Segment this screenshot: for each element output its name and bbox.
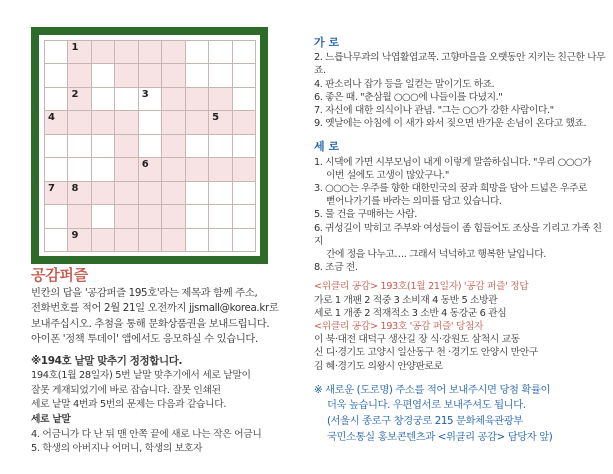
crossword-blank-cell <box>209 229 232 252</box>
clue-number: 9 <box>71 229 79 241</box>
across-title: 가 로 <box>314 36 340 49</box>
crossword-blank-cell <box>92 135 115 158</box>
crossword-blank-cell <box>233 41 256 64</box>
crossword-cell[interactable] <box>233 158 256 181</box>
crossword-blank-cell <box>209 205 232 228</box>
crossword-blank-cell <box>92 158 115 181</box>
clue-line: 뻗어나가기를 바라는 의미를 담고 있습니다. <box>326 196 502 208</box>
crossword-cell[interactable] <box>68 205 91 228</box>
crossword-blank-cell <box>186 182 209 205</box>
correction-clue: 4. 어금니가 다 난 뒤 맨 안쪽 끝에 새로 나는 작은 어금니 <box>31 428 262 440</box>
crossword-blank-cell <box>139 88 162 111</box>
clue-number: 2 <box>71 88 79 100</box>
correction-clue: 5. 학생의 아버지나 어머니, 학생의 보호자 <box>31 443 203 455</box>
winner-line: 이 북·대전 대덕구 생산길 장 식·강원도 삼척시 교동 <box>314 334 520 346</box>
crossword-blank-cell <box>186 229 209 252</box>
crossword-blank-cell <box>186 41 209 64</box>
crossword-blank-cell <box>233 229 256 252</box>
crossword-cell[interactable] <box>162 229 185 252</box>
crossword-blank-cell <box>115 88 138 111</box>
clue-line: 7. 자신에 대한 의식이나 관념. "그는 ○○가 강한 사람이다." <box>314 105 554 117</box>
intro-line: 전화번호를 적어 2월 21일 오전까지 jjsmall@korea.kr로 <box>31 302 279 315</box>
clue-line: 6. 귀성길이 막히고 주부와 여성들이 좀 힘들어도 조상을 기리고 가족 친지 <box>314 222 602 247</box>
crossword-cell[interactable] <box>115 229 138 252</box>
crossword-cell[interactable] <box>139 205 162 228</box>
notice-line: (서울시 종로구 창경궁로 215 문화체육관광부 <box>327 415 523 428</box>
winner-line: 김 혜·경기도 의왕시 안양판로로 <box>314 360 443 372</box>
crossword-blank-cell <box>233 182 256 205</box>
notice-line: ※ 새로운 (도로명) 주소를 적어 보내주시면 당첨 확률이 <box>314 383 551 396</box>
clue-line: 간에 정을 나누고…. 그래서 넉넉하고 행복한 날입니다. <box>326 249 546 261</box>
crossword-cell[interactable] <box>115 182 138 205</box>
crossword-cell[interactable] <box>45 182 68 205</box>
crossword-cell[interactable] <box>186 111 209 134</box>
crossword-cell[interactable] <box>68 64 91 87</box>
intro-line: 아이폰 '정책 투데이' 앱에서도 응모하실 수 있습니다. <box>31 332 258 345</box>
crossword-cell[interactable] <box>92 111 115 134</box>
crossword-blank-cell <box>92 64 115 87</box>
crossword-blank-cell <box>68 158 91 181</box>
crossword-blank-cell <box>92 88 115 111</box>
crossword-blank-cell <box>209 41 232 64</box>
clues-panel <box>314 36 606 445</box>
clue-line: 5. 물 건을 구매하는 사람. <box>314 209 417 221</box>
crossword-cell[interactable] <box>162 182 185 205</box>
crossword-blank-cell <box>68 135 91 158</box>
notice-line: 더욱 높습니다. 우편엽서로 보내주셔도 됩니다. <box>327 399 526 412</box>
crossword-cell[interactable] <box>186 158 209 181</box>
clue-line: 3. ○○○는 우주를 향한 대한민국의 꿈과 희망을 담아 드넓은 우주로 <box>314 183 588 195</box>
crossword-blank-cell <box>45 158 68 181</box>
crossword-cell[interactable] <box>68 88 91 111</box>
clue-number: 3 <box>141 88 149 100</box>
crossword-grid <box>44 40 256 252</box>
crossword-cell[interactable] <box>92 229 115 252</box>
crossword-cell[interactable] <box>209 88 232 111</box>
crossword-blank-cell <box>92 205 115 228</box>
intro-line: 보내주십시오. 추첨을 통해 문화상품권을 보내드립니다. <box>31 317 270 330</box>
across-clues <box>314 51 606 130</box>
clue-line: 8. 조금 전. <box>314 262 358 274</box>
crossword-cell[interactable] <box>139 182 162 205</box>
crossword-cell[interactable] <box>139 41 162 64</box>
clue-line: 이번 설에도 고생이 많았구나." <box>326 169 449 181</box>
correction-line: 잘못 게재되었기에 바로 잡습니다. 잘못 인쇄된 <box>31 384 221 396</box>
crossword-cell[interactable] <box>115 205 138 228</box>
correction-title: ※194호 낱말 맞추기 정정합니다. <box>31 355 183 368</box>
crossword-cell[interactable] <box>186 88 209 111</box>
crossword-cell[interactable] <box>115 158 138 181</box>
answer-heading: <위클리 공감> 193호(1월 21일자) '공감 퍼즐' 정답 <box>314 281 529 293</box>
crossword-blank-cell <box>186 135 209 158</box>
crossword-blank-cell <box>233 64 256 87</box>
clue-line: 2. 느릅나무과의 낙엽활엽교목. 고향마을을 오랫동안 지키는 친근한 나무죠. <box>314 52 606 77</box>
clue-line: 9. 옛날에는 아침에 이 새가 와서 짖으면 반가운 손님이 온다고 했죠. <box>314 118 587 130</box>
crossword-cell[interactable] <box>92 41 115 64</box>
clue-number: 5 <box>212 112 220 124</box>
crossword-cell[interactable] <box>115 41 138 64</box>
crossword-cell[interactable] <box>162 205 185 228</box>
crossword-cell[interactable] <box>162 88 185 111</box>
crossword-cell[interactable] <box>139 64 162 87</box>
clue-number: 4 <box>48 112 55 124</box>
winner-line: 신 디·경기도 고양시 일산동구 천 ·경기도 안양시 만안구 <box>314 347 538 359</box>
intro-line: 빈칸의 답을 '공감퍼즐 195호'라는 제목과 함께 주소, <box>31 287 258 300</box>
crossword-blank-cell <box>233 205 256 228</box>
clue-number: 7 <box>48 182 55 194</box>
down-clues <box>314 156 606 275</box>
down-title: 세 로 <box>314 140 340 154</box>
crossword-cell[interactable] <box>115 111 138 134</box>
crossword-blank-cell <box>209 64 232 87</box>
crossword-blank-cell <box>233 135 256 158</box>
answer-across: 가로 1 개팬 2 적중 3 소비재 4 동반 5 소방관 <box>314 294 498 306</box>
clue-number: 1 <box>71 42 79 53</box>
crossword-blank-cell <box>139 111 162 134</box>
crossword-cell[interactable] <box>115 135 138 158</box>
crossword-blank-cell <box>45 135 68 158</box>
address-notice <box>314 383 606 445</box>
crossword-cell[interactable] <box>68 182 91 205</box>
correction-subhead: 세로 낱말 <box>31 414 71 425</box>
answer-down: 세로 1 개종 2 적재적소 3 소반 4 동강군 6 관심 <box>314 307 507 319</box>
crossword-cell[interactable] <box>162 64 185 87</box>
crossword-blank-cell <box>209 182 232 205</box>
crossword-cell[interactable] <box>233 111 256 134</box>
crossword-blank-cell <box>233 88 256 111</box>
clue-line: 4. 판소리나 잡가 등을 일컫는 말이기도 하죠. <box>314 78 495 90</box>
crossword-frame <box>31 27 268 264</box>
crossword-cell[interactable] <box>209 111 232 134</box>
crossword-blank-cell <box>45 64 68 87</box>
clue-line: 1. 시댁에 가면 시부모님이 내게 이렇게 말씀하십니다. "우리 ○○○가 <box>314 156 592 168</box>
crossword-cell[interactable] <box>68 229 91 252</box>
crossword-cell[interactable] <box>162 135 185 158</box>
correction-line: 세로 낱말 4번과 5번의 문제는 다음과 같습니다. <box>31 399 227 411</box>
crossword-blank-cell <box>45 41 68 64</box>
correction-line: 194호(1월 28일자) 5번 낱말 맞추기에서 세로 낱말이 <box>31 370 251 382</box>
crossword-cell[interactable] <box>209 158 232 181</box>
crossword-cell[interactable] <box>139 158 162 181</box>
notice-line: 국민소통실 홍보콘텐츠과 <위클리 공감> 담당자 앞) <box>327 430 553 443</box>
clue-line: 6. 좋은 때. "춘삼월 ○○○에 나들이를 다녔지." <box>314 91 503 103</box>
crossword-blank-cell <box>209 135 232 158</box>
crossword-blank-cell <box>45 229 68 252</box>
crossword-cell[interactable] <box>45 111 68 134</box>
clue-number: 8 <box>71 182 79 194</box>
crossword-cell[interactable] <box>139 229 162 252</box>
clue-number: 6 <box>141 159 149 171</box>
crossword-cell[interactable] <box>68 41 91 64</box>
puzzle-instructions <box>31 268 306 457</box>
puzzle-title: 공감퍼즐 <box>31 266 88 284</box>
crossword-blank-cell <box>45 205 68 228</box>
crossword-cell[interactable] <box>162 41 185 64</box>
crossword-cell[interactable] <box>162 111 185 134</box>
crossword-blank-cell <box>186 205 209 228</box>
winner-heading: <위클리 공감> 193호 '공감 퍼즐' 당첨자 <box>314 321 484 333</box>
crossword-cell[interactable] <box>162 158 185 181</box>
crossword-blank-cell <box>139 135 162 158</box>
crossword-cell[interactable] <box>115 64 138 87</box>
crossword-cell[interactable] <box>68 111 91 134</box>
crossword-cell[interactable] <box>92 182 115 205</box>
crossword-blank-cell <box>45 88 68 111</box>
crossword-blank-cell <box>186 64 209 87</box>
